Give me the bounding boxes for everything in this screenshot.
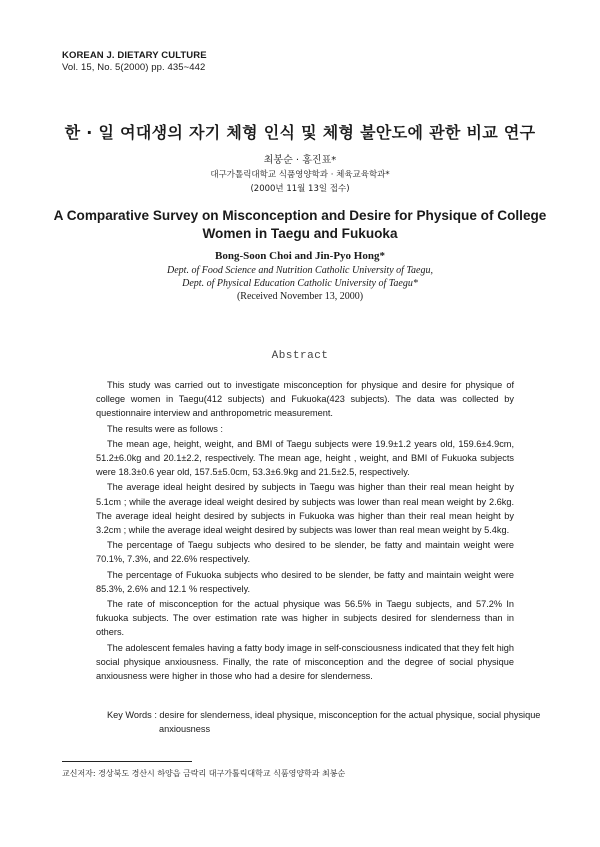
journal-name: KOREAN J. DIETARY CULTURE: [62, 50, 207, 61]
korean-received-date: (2000년 11월 13일 접수): [250, 184, 350, 194]
korean-title: 한 · 일 여대생의 자기 체형 인식 및 체형 불안도에 관한 비교 연구: [64, 123, 536, 142]
english-received-date: (Received November 13, 2000): [236, 291, 364, 302]
journal-header: [62, 50, 207, 74]
english-title-line-2: Women in Taegu and Fukuoka: [202, 226, 398, 241]
abstract-paragraph: The results were as follows :: [107, 423, 223, 434]
abstract-paragraph: The average ideal height desired by subjects in Taegu was higher than their real mean height by 5.1cm ; while the average ideal weight desired by subjects was lower than real mean weight by 2.6kg. The average ideal height desired by subjects in Fukuoka was higher than their real mean height by 3.2cm ; while the average ideal weight desired by subjects was lower than real mean weight by 5.4kg.: [96, 482, 514, 536]
abstract-paragraph: The rate of misconception for the actual physique was 56.5% in Taegu subjects, and 57.2% In fukuoka subjects. The over estimation rate was higher in subjects desired for slenderness than in others.: [96, 599, 514, 638]
abstract-paragraph: This study was carried out to investigate misconception for physique and desire for physique of college women in Taegu(412 subjects) and Fukuoka(423 subjects). The data was collected by questionnaire interview and anthropometric measurement.: [96, 380, 514, 419]
keywords-list: desire for slenderness, ideal physique, misconception for the actual physique, social physique anxiousness: [159, 710, 541, 735]
english-affiliation-line-2: Dept. of Physical Education Catholic University of Taegu*: [182, 278, 418, 289]
abstract-body: [96, 378, 514, 683]
english-affiliation-line-1: Dept. of Food Science and Nutrition Catholic University of Taegu,: [167, 265, 433, 276]
abstract-paragraph: The mean age, height, weight, and BMI of Taegu subjects were 19.9±1.2 years old, 159.6±4.9cm, 51.2±6.0kg and 20.1±2.2, respectively. The mean age, height , weight, and BMI of Fukuoka subjects were 18.3±0.6 year old, 157.5±5.0cm, 53.3±6.9kg and 21.5±2.5, respectively.: [96, 438, 514, 478]
keywords: [107, 708, 569, 736]
keywords-label: Key Words :: [107, 710, 160, 720]
english-affiliation: [0, 264, 600, 290]
abstract-paragraph: The adolescent females having a fatty body image in self-consciousness indicated that they felt high social physique anxiousness. Finally, the rate of misconception and the degree of social physique anxiousness were higher in those who had a desire for slenderness.: [96, 642, 514, 682]
english-authors: Bong-Soon Choi and Jin-Pyo Hong*: [215, 250, 385, 262]
english-title: [50, 207, 550, 243]
abstract-paragraph: The percentage of Taegu subjects who desired to be slender, be fatty and maintain weight were 70.1%, 7.3%, and 22.6% respectively.: [96, 540, 514, 565]
corresponding-author-footnote: 교신저자: 경상북도 경산시 하양읍 금락리 대구가톨릭대학교 식품영양학과 최봉순: [62, 769, 346, 778]
korean-authors: 최봉순 · 홍진표*: [263, 155, 337, 166]
abstract-heading: Abstract: [271, 350, 329, 362]
journal-volume: Vol. 15, No. 5(2000) pp. 435~442: [62, 62, 206, 73]
english-title-line-1: A Comparative Survey on Misconception and Desire for Physique of College: [53, 208, 547, 223]
abstract-paragraph: The percentage of Fukuoka subjects who desired to be slender, be fatty and maintain weight were 85.3%, 2.6% and 12.1 % respectively.: [96, 569, 514, 594]
korean-affiliation: 대구가톨릭대학교 식품영양학과 · 체육교육학과*: [210, 170, 390, 180]
footnote-divider: [62, 761, 192, 762]
